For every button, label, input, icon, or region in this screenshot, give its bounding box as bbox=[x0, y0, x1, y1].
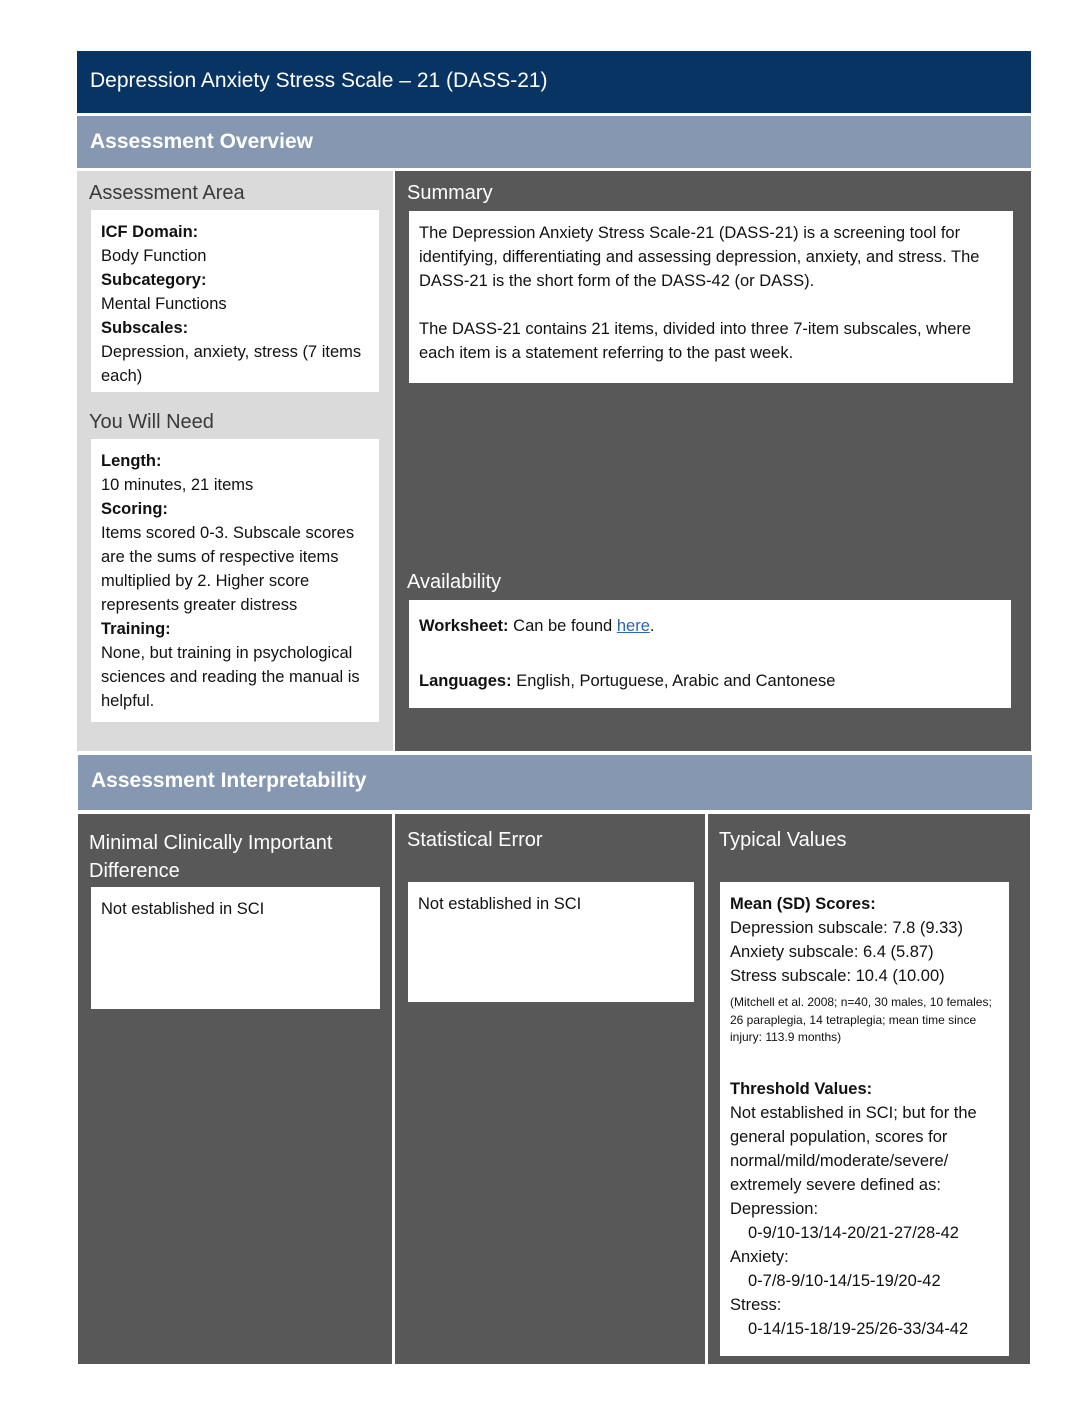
scoring-value: Items scored 0-3. Subscale scores are the sums of respective items multiplied by 2. Higher score represents greater distress bbox=[101, 524, 355, 614]
statistical-error-box bbox=[408, 882, 694, 1002]
threshold-anxiety-values: 0-7/8-9/10-14/15-19/20-42 bbox=[748, 1271, 941, 1290]
typical-values-heading: Typical Values bbox=[719, 829, 847, 851]
threshold-stress-label: Stress: bbox=[730, 1295, 782, 1314]
training-value: None, but training in psychological sciences and reading the manual is helpful. bbox=[101, 644, 360, 710]
worksheet-text: Can be found bbox=[513, 617, 613, 635]
threshold-text: Not established in SCI; but for the general population, scores for normal/mild/moderate/severe/ extremely severe defined as: bbox=[730, 1103, 977, 1194]
threshold-depression-label: Depression: bbox=[730, 1199, 819, 1218]
anxiety-mean: Anxiety subscale: 6.4 (5.87) bbox=[730, 943, 934, 961]
stress-mean: Stress subscale: 10.4 (10.00) bbox=[730, 967, 945, 985]
subcategory-label: Subcategory: bbox=[101, 271, 207, 289]
mean-scores-label: Mean (SD) Scores: bbox=[730, 895, 876, 913]
typical-values-box bbox=[720, 882, 1009, 1356]
page-title: Depression Anxiety Stress Scale – 21 (DASS-21) bbox=[77, 51, 1031, 113]
depression-mean: Depression subscale: 7.8 (9.33) bbox=[730, 919, 963, 937]
threshold-label: Threshold Values: bbox=[730, 1079, 873, 1098]
subcategory-value: Mental Functions bbox=[101, 295, 227, 313]
icf-domain-value: Body Function bbox=[101, 247, 207, 265]
statistical-error-value: Not established in SCI bbox=[418, 895, 582, 913]
subscales-label: Subscales: bbox=[101, 319, 189, 337]
citation: (Mitchell et al. 2008; n=40, 30 males, 10 females; 26 paraplegia, 14 tetraplegia; mean time since injury: 113.9 months) bbox=[730, 995, 992, 1044]
languages-value: English, Portuguese, Arabic and Cantonese bbox=[516, 672, 836, 690]
threshold-stress-values: 0-14/15-18/19-25/26-33/34-42 bbox=[748, 1319, 969, 1338]
threshold-anxiety-label: Anxiety: bbox=[730, 1247, 789, 1266]
statistical-error-heading: Statistical Error bbox=[407, 829, 543, 851]
worksheet-link[interactable]: here bbox=[616, 617, 650, 635]
worksheet-end: . bbox=[649, 617, 655, 635]
assessment-area-box bbox=[91, 210, 379, 392]
length-value: 10 minutes, 21 items bbox=[101, 476, 254, 494]
languages-line bbox=[419, 669, 1001, 693]
subscales-value: Depression, anxiety, stress (7 items each) bbox=[101, 343, 362, 385]
worksheet-label: Worksheet: bbox=[419, 617, 509, 635]
worksheet-line bbox=[419, 614, 1001, 638]
you-will-need-heading: You Will Need bbox=[89, 411, 214, 433]
icf-domain-label: ICF Domain: bbox=[101, 223, 199, 241]
summary-heading: Summary bbox=[407, 182, 493, 204]
assessment-area-heading: Assessment Area bbox=[89, 182, 245, 204]
length-label: Length: bbox=[101, 452, 162, 470]
summary-paragraph-2: The DASS-21 contains 21 items, divided into three 7-item subscales, where each item is a statement referring to the past week. bbox=[419, 320, 972, 362]
overview-section-title: Assessment Overview bbox=[77, 116, 1031, 168]
summary-box bbox=[409, 211, 1013, 383]
mcid-box bbox=[91, 887, 380, 1009]
scoring-label: Scoring: bbox=[101, 500, 168, 518]
summary-paragraph-1: The Depression Anxiety Stress Scale-21 (DASS-21) is a screening tool for identifying, differentiating and assessing depression, anxiety, and stress. The DASS-21 is the short form of the DASS-42 (or DASS). bbox=[419, 224, 980, 290]
threshold-depression-values: 0-9/10-13/14-20/21-27/28-42 bbox=[748, 1223, 959, 1242]
availability-heading: Availability bbox=[407, 571, 502, 593]
languages-label: Languages: bbox=[419, 672, 512, 690]
mcid-heading: Minimal Clinically Important Difference bbox=[89, 832, 333, 882]
training-label: Training: bbox=[101, 620, 171, 638]
availability-box bbox=[409, 600, 1011, 708]
mcid-value: Not established in SCI bbox=[101, 900, 265, 918]
interpretability-section-title: Assessment Interpretability bbox=[78, 755, 1032, 810]
you-will-need-box bbox=[91, 439, 379, 722]
